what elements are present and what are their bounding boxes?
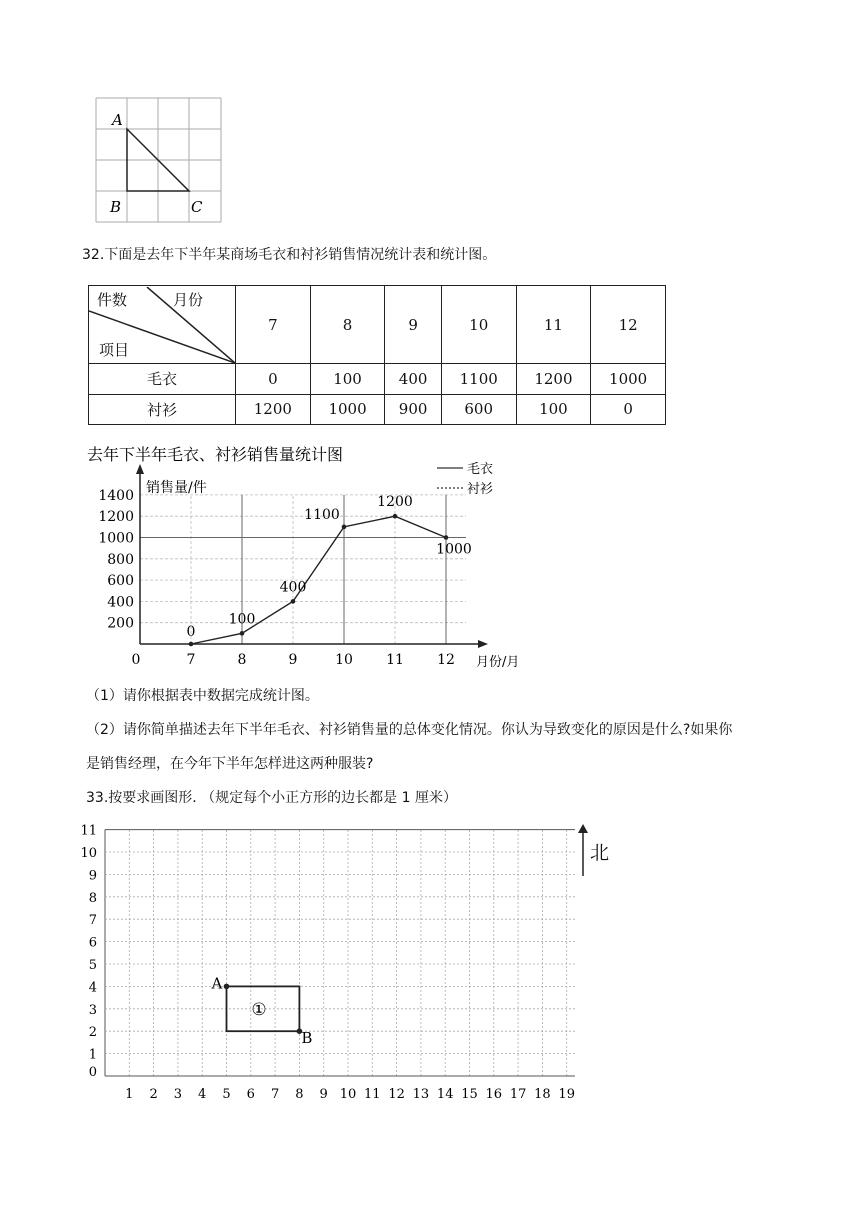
table-row bbox=[89, 394, 666, 425]
y-tick-label: 10 bbox=[80, 846, 97, 861]
month-header-10: 10 bbox=[441, 286, 516, 364]
y-tick-label: 8 bbox=[88, 890, 97, 906]
data-label: 1000 bbox=[436, 541, 472, 558]
north-arrow-icon bbox=[575, 824, 591, 878]
table-cell: 1100 bbox=[441, 364, 516, 395]
y-tick-label: 1 bbox=[88, 1047, 97, 1063]
y-tick-label: 1000 bbox=[98, 530, 134, 547]
point-b-label: B bbox=[110, 198, 122, 216]
point-b-label: B bbox=[301, 1029, 313, 1048]
coordinate-grid bbox=[75, 812, 575, 1107]
triangle-grid-svg bbox=[90, 95, 230, 225]
data-point bbox=[444, 535, 449, 540]
x-axis-arrow-icon bbox=[478, 640, 488, 648]
point-a bbox=[224, 984, 230, 990]
table-cell: 600 bbox=[441, 394, 516, 425]
x-tick-label: 9 bbox=[319, 1087, 328, 1102]
data-label: 400 bbox=[279, 579, 307, 596]
x-tick-label: 19 bbox=[558, 1087, 575, 1102]
month-header-8: 8 bbox=[310, 286, 385, 364]
y-tick-label: 200 bbox=[107, 615, 134, 632]
q32-title: 32.下面是去年下半年某商场毛衣和衬衫销售情况统计表和统计图。 bbox=[82, 247, 497, 263]
data-point bbox=[291, 599, 296, 604]
y-tick-label: 1400 bbox=[98, 487, 134, 504]
table-cell: 1000 bbox=[591, 364, 666, 395]
x-tick-label: 12 bbox=[388, 1087, 405, 1102]
y-tick-label: 7 bbox=[88, 913, 97, 929]
chart-grid bbox=[140, 495, 466, 644]
data-label: 1100 bbox=[304, 506, 340, 523]
q32-sub1: （1）请你根据表中数据完成统计图。 bbox=[86, 688, 319, 704]
triangle-figure bbox=[90, 95, 230, 225]
y-tick-label: 400 bbox=[107, 594, 134, 611]
header-count-label: 件数 bbox=[97, 290, 128, 309]
legend-entry-shirt: 衬衫 bbox=[467, 482, 494, 497]
data-point bbox=[240, 631, 245, 636]
month-header-9: 9 bbox=[385, 286, 442, 364]
x-tick-label: 4 bbox=[198, 1087, 207, 1102]
north-label: 北 bbox=[590, 842, 610, 864]
y-tick-label: 3 bbox=[88, 1002, 97, 1018]
table-cell: 400 bbox=[385, 364, 442, 395]
x-tick-label: 13 bbox=[412, 1087, 430, 1102]
x-tick-label: 7 bbox=[270, 1087, 280, 1102]
table-cell: 100 bbox=[516, 394, 591, 425]
y-tick-label: 4 bbox=[88, 980, 97, 996]
table-cell: 1200 bbox=[516, 364, 591, 395]
data-label: 100 bbox=[228, 611, 256, 628]
x-tick-label: 10 bbox=[339, 1087, 357, 1102]
table-cell: 0 bbox=[591, 394, 666, 425]
x-tick-label: 15 bbox=[461, 1087, 478, 1102]
x-tick-label: 5 bbox=[222, 1087, 231, 1102]
q32-sub2-line1: （2）请你简单描述去年下半年毛衣、衬衫销售量的总体变化情况。你认为导致变化的原因是什么?如果你 bbox=[86, 722, 733, 738]
table-diagonal-header bbox=[89, 286, 236, 364]
x-tick-label: 3 bbox=[173, 1087, 183, 1102]
x-axis-label: 月份/月 bbox=[476, 655, 520, 670]
x-tick-label: 17 bbox=[509, 1087, 527, 1102]
point-a-label: A bbox=[112, 111, 123, 129]
x-tick-label: 8 bbox=[237, 652, 247, 668]
sales-line-chart bbox=[85, 438, 565, 678]
x-tick-label: 10 bbox=[335, 652, 353, 668]
month-header-11: 11 bbox=[516, 286, 591, 364]
shape-label: ① bbox=[251, 999, 267, 1020]
chart-title: 去年下半年毛衣、衬衫销售量统计图 bbox=[87, 445, 344, 464]
table-cell: 100 bbox=[310, 364, 385, 395]
y-tick-label: 600 bbox=[107, 573, 134, 590]
table-cell: 0 bbox=[236, 364, 311, 395]
table-cell: 900 bbox=[385, 394, 442, 425]
data-point bbox=[189, 642, 194, 647]
x-tick-label: 0 bbox=[131, 652, 141, 668]
sales-table bbox=[88, 285, 666, 425]
x-tick-label: 2 bbox=[149, 1087, 158, 1102]
month-header-7: 7 bbox=[236, 286, 311, 364]
data-point bbox=[342, 525, 347, 530]
header-item-label: 项目 bbox=[99, 340, 130, 359]
month-header-12: 12 bbox=[591, 286, 666, 364]
y-tick-label: 11 bbox=[80, 823, 97, 839]
table-cell: 1000 bbox=[310, 394, 385, 425]
data-label: 1200 bbox=[377, 494, 413, 511]
y-tick-label: 6 bbox=[88, 935, 97, 951]
x-tick-label: 8 bbox=[295, 1087, 304, 1102]
row-label-shirt: 衬衫 bbox=[89, 394, 236, 425]
x-tick-label: 9 bbox=[288, 652, 298, 668]
x-tick-label: 18 bbox=[534, 1087, 551, 1102]
point-a-label: A bbox=[211, 974, 223, 993]
point-c-label: C bbox=[191, 198, 203, 216]
x-tick-label: 16 bbox=[485, 1087, 503, 1102]
y-axis-arrow-icon bbox=[136, 464, 144, 474]
x-tick-label: 1 bbox=[125, 1087, 134, 1102]
y-tick-label: 9 bbox=[88, 868, 97, 884]
row-label-sweater: 毛衣 bbox=[89, 364, 236, 395]
x-tick-label: 11 bbox=[364, 1087, 381, 1102]
x-tick-label: 12 bbox=[437, 652, 455, 668]
data-point bbox=[393, 514, 398, 519]
y-tick-label: 800 bbox=[107, 551, 134, 568]
y-tick-label: 2 bbox=[88, 1025, 97, 1041]
table-cell: 1200 bbox=[236, 394, 311, 425]
y-tick-label: 5 bbox=[88, 958, 97, 973]
table-header-row bbox=[89, 286, 666, 364]
x-tick-label: 11 bbox=[386, 652, 404, 668]
x-tick-label: 6 bbox=[246, 1087, 255, 1102]
y-tick-label: 1200 bbox=[98, 509, 134, 526]
x-tick-label: 14 bbox=[436, 1087, 454, 1102]
data-label: 0 bbox=[186, 624, 196, 640]
y-tick-label: 0 bbox=[88, 1065, 97, 1080]
header-month-label: 月份 bbox=[173, 290, 204, 309]
legend-entry-sweater: 毛衣 bbox=[467, 462, 494, 477]
q32-sub2-line2: 是销售经理，在今年下半年怎样进这两种服装? bbox=[86, 756, 374, 772]
grid-lines bbox=[105, 830, 575, 1076]
q33-title: 33.按要求画图形. （规定每个小正方形的边长都是 1 厘米） bbox=[86, 790, 457, 806]
table-row bbox=[89, 364, 666, 395]
x-tick-label: 7 bbox=[186, 652, 196, 668]
y-axis-label: 销售量/件 bbox=[146, 480, 207, 496]
